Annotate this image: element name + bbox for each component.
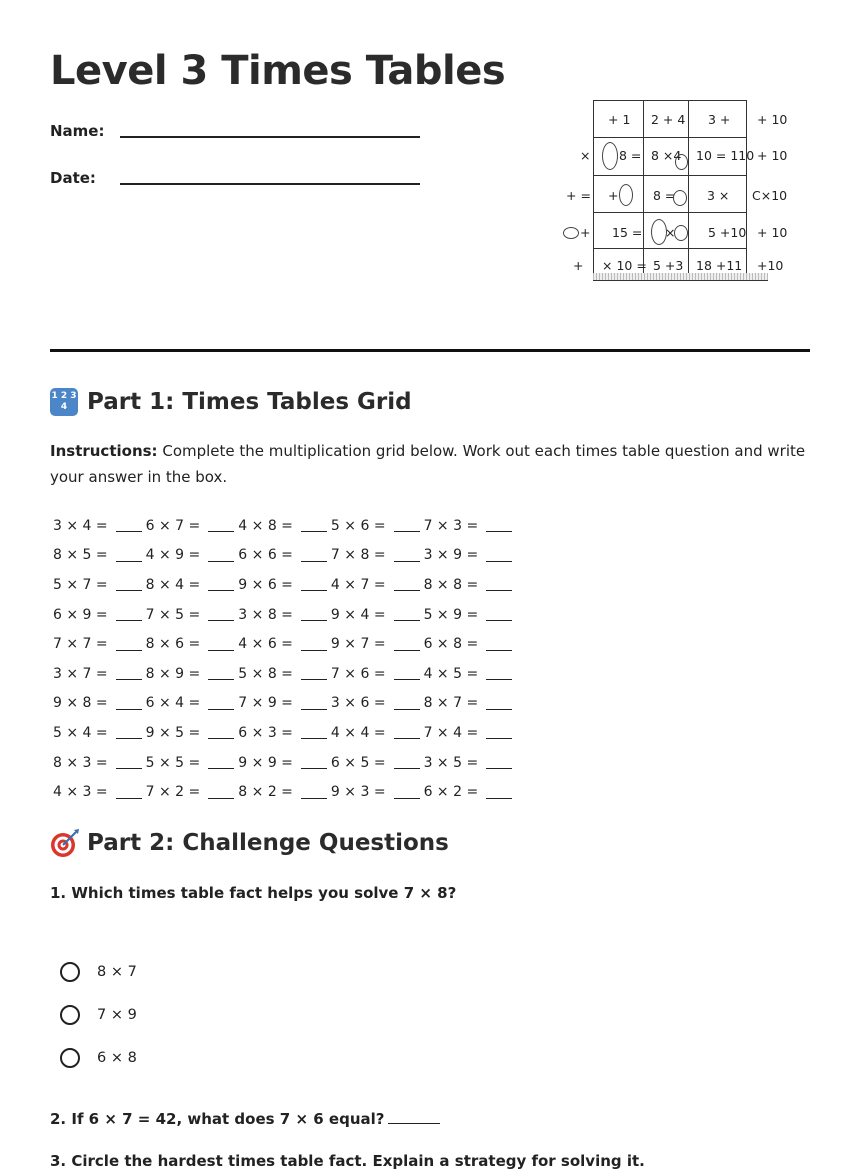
squiggle-icon <box>619 184 633 206</box>
answer-blank[interactable] <box>486 697 512 710</box>
fact-row <box>53 541 516 571</box>
question-2-text: 2. If 6 × 7 = 42, what does 7 × 6 equal? <box>50 1110 385 1128</box>
answer-blank[interactable] <box>486 549 512 562</box>
fact-question: 5 × 7 = <box>53 576 108 593</box>
fact-question: 3 × 9 = <box>423 547 479 564</box>
option-label: 8 × 7 <box>97 963 137 980</box>
deco-cell: + <box>580 225 591 240</box>
answer-blank[interactable] <box>208 519 234 532</box>
fact-question: 8 × 3 = <box>53 754 108 771</box>
answer-blank[interactable] <box>394 638 420 651</box>
fact-question: 6 × 5 = <box>330 754 386 771</box>
fact-row <box>53 659 516 689</box>
squiggle-icon <box>602 142 618 170</box>
deco-cell: 2 + 4 <box>651 112 686 127</box>
answer-blank[interactable] <box>116 608 142 621</box>
name-field <box>50 122 104 140</box>
answer-blank[interactable] <box>116 786 142 799</box>
answer-blank[interactable] <box>208 578 234 591</box>
answer-blank[interactable] <box>208 608 234 621</box>
fact-question: 7 × 3 = <box>423 517 479 534</box>
question-1-options <box>60 950 137 1079</box>
instructions-text: Complete the multiplication grid below. Work out each times table question and write your answer in the box. <box>50 442 806 486</box>
fact-row <box>53 777 516 807</box>
answer-blank[interactable] <box>394 726 420 739</box>
answer-blank[interactable] <box>394 667 420 680</box>
instructions <box>50 438 810 490</box>
fact-question: 6 × 7 = <box>145 517 201 534</box>
fact-question: 3 × 7 = <box>53 665 108 682</box>
fact-question: 4 × 3 = <box>53 784 108 801</box>
answer-blank[interactable] <box>208 786 234 799</box>
fact-question: 7 × 9 = <box>238 695 293 712</box>
fact-question: 7 × 4 = <box>423 724 479 741</box>
name-label: Name: <box>50 122 105 140</box>
answer-blank[interactable] <box>394 697 420 710</box>
deco-cell: + 10 <box>757 112 788 127</box>
fact-question: 6 × 9 = <box>53 606 108 623</box>
deco-cell: × <box>580 148 591 163</box>
fact-question: 6 × 3 = <box>238 724 293 741</box>
fact-question: 7 × 6 = <box>330 665 386 682</box>
question-1: 1. Which times table fact helps you solve 7 × 8? <box>50 884 457 902</box>
fact-question: 9 × 5 = <box>145 724 201 741</box>
answer-blank[interactable] <box>486 726 512 739</box>
deco-cell: 18 +11 <box>696 258 743 273</box>
fact-question: 7 × 5 = <box>145 606 201 623</box>
fact-question: 8 × 7 = <box>423 695 479 712</box>
option-a[interactable] <box>60 950 137 993</box>
fact-row <box>53 748 516 778</box>
answer-blank[interactable] <box>116 549 142 562</box>
fact-question: 5 × 9 = <box>423 606 479 623</box>
answer-blank[interactable] <box>301 667 327 680</box>
fact-question: 8 × 6 = <box>145 636 201 653</box>
fact-question: 9 × 8 = <box>53 695 108 712</box>
leaf-icon <box>675 154 688 170</box>
leaf-icon <box>673 190 687 206</box>
answer-blank[interactable] <box>388 1110 440 1124</box>
answer-blank[interactable] <box>301 786 327 799</box>
deco-cell: +10 <box>757 258 784 273</box>
deco-cell: 3 × <box>707 188 730 203</box>
fact-question: 3 × 5 = <box>423 754 479 771</box>
squiggle-icon <box>563 227 579 239</box>
date-label: Date: <box>50 169 96 187</box>
fact-row <box>53 600 516 630</box>
answer-blank[interactable] <box>116 578 142 591</box>
fact-question: 6 × 8 = <box>423 636 479 653</box>
section-divider <box>50 349 810 352</box>
fact-question: 7 × 8 = <box>330 547 386 564</box>
option-label: 7 × 9 <box>97 1006 137 1023</box>
part1-title-text: Part 1: Times Tables Grid <box>87 389 412 415</box>
instructions-label: Instructions: <box>50 442 158 460</box>
fact-row <box>53 689 516 719</box>
answer-blank[interactable] <box>486 667 512 680</box>
fact-question: 6 × 4 = <box>145 695 201 712</box>
fact-question: 9 × 4 = <box>330 606 386 623</box>
radio-button[interactable] <box>60 1005 80 1025</box>
fact-question: 8 × 5 = <box>53 547 108 564</box>
deco-cell: × <box>665 225 676 240</box>
answer-blank[interactable] <box>208 697 234 710</box>
answer-blank[interactable] <box>116 697 142 710</box>
times-tables-grid <box>53 511 516 807</box>
question-2 <box>50 1110 440 1128</box>
answer-blank[interactable] <box>116 667 142 680</box>
deco-cell: 8 ×4 <box>651 148 682 163</box>
fact-question: 6 × 6 = <box>238 547 293 564</box>
date-input-line[interactable] <box>120 183 420 185</box>
answer-blank[interactable] <box>208 756 234 769</box>
fact-question: 4 × 5 = <box>423 665 479 682</box>
fact-row <box>53 511 516 541</box>
leaf-icon <box>674 225 688 241</box>
fact-question: 3 × 4 = <box>53 517 108 534</box>
fact-question: 9 × 3 = <box>330 784 386 801</box>
answer-blank[interactable] <box>486 786 512 799</box>
part2-title <box>50 828 449 858</box>
fact-row <box>53 570 516 600</box>
fact-question: 8 × 8 = <box>423 576 479 593</box>
deco-cell: 8 = <box>619 148 642 163</box>
answer-blank[interactable] <box>301 756 327 769</box>
deco-cell: 5 +3 <box>653 258 684 273</box>
answer-blank[interactable] <box>394 549 420 562</box>
answer-blank[interactable] <box>208 549 234 562</box>
deco-cell: + 1 <box>608 112 631 127</box>
answer-blank[interactable] <box>116 519 142 532</box>
answer-blank[interactable] <box>301 578 327 591</box>
page-title: Level 3 Times Tables <box>50 48 506 94</box>
date-field <box>50 169 96 187</box>
answer-blank[interactable] <box>116 638 142 651</box>
target-icon <box>50 828 80 858</box>
deco-cell: + 10 <box>757 148 788 163</box>
deco-cell: + 10 <box>757 225 788 240</box>
answer-blank[interactable] <box>301 608 327 621</box>
name-input-line[interactable] <box>120 136 420 138</box>
answer-blank[interactable] <box>394 786 420 799</box>
fact-question: 7 × 2 = <box>145 784 201 801</box>
fact-question: 9 × 6 = <box>238 576 293 593</box>
fact-question: 5 × 8 = <box>238 665 293 682</box>
option-b[interactable] <box>60 993 137 1036</box>
fact-question: 6 × 2 = <box>423 784 479 801</box>
fact-question: 5 × 5 = <box>145 754 201 771</box>
answer-blank[interactable] <box>208 667 234 680</box>
answer-blank[interactable] <box>394 519 420 532</box>
answer-blank[interactable] <box>116 756 142 769</box>
answer-blank[interactable] <box>301 638 327 651</box>
fact-question: 8 × 2 = <box>238 784 293 801</box>
fact-question: 8 × 9 = <box>145 665 201 682</box>
option-c[interactable] <box>60 1036 137 1079</box>
deco-cell: + <box>608 188 619 203</box>
fact-question: 5 × 6 = <box>330 517 386 534</box>
answer-blank[interactable] <box>208 726 234 739</box>
fact-question: 3 × 6 = <box>330 695 386 712</box>
deco-cell: 5 +10 <box>708 225 747 240</box>
deco-cell: C×10 <box>752 188 788 203</box>
answer-blank[interactable] <box>301 549 327 562</box>
deco-cell: 10 = 110 <box>696 148 755 163</box>
fact-question: 7 × 7 = <box>53 636 108 653</box>
answer-blank[interactable] <box>486 608 512 621</box>
fact-question: 3 × 8 = <box>238 606 293 623</box>
answer-blank[interactable] <box>116 726 142 739</box>
answer-blank[interactable] <box>301 726 327 739</box>
answer-blank[interactable] <box>394 608 420 621</box>
fact-question: 5 × 4 = <box>53 724 108 741</box>
question-3: 3. Circle the hardest times table fact. Explain a strategy for solving it. <box>50 1152 645 1170</box>
answer-blank[interactable] <box>208 638 234 651</box>
part1-title <box>50 388 412 416</box>
fact-question: 8 × 4 = <box>145 576 201 593</box>
fact-row <box>53 718 516 748</box>
answer-blank[interactable] <box>486 638 512 651</box>
input-numbers-icon: 1 2 3 4 <box>50 388 78 416</box>
fact-question: 9 × 7 = <box>330 636 386 653</box>
fact-question: 4 × 7 = <box>330 576 386 593</box>
deco-cell: + = <box>566 188 591 203</box>
radio-button[interactable] <box>60 962 80 982</box>
deco-cell: × 10 = <box>602 258 647 273</box>
deco-cell: + <box>573 258 584 273</box>
fact-question: 4 × 4 = <box>330 724 386 741</box>
radio-button[interactable] <box>60 1048 80 1068</box>
answer-blank[interactable] <box>301 519 327 532</box>
fact-question: 4 × 9 = <box>145 547 201 564</box>
answer-blank[interactable] <box>486 756 512 769</box>
deco-cell: 8 = <box>653 188 676 203</box>
answer-blank[interactable] <box>394 756 420 769</box>
answer-blank[interactable] <box>394 578 420 591</box>
deco-cell: 15 = <box>612 225 643 240</box>
answer-blank[interactable] <box>301 697 327 710</box>
answer-blank[interactable] <box>486 578 512 591</box>
fact-row <box>53 629 516 659</box>
fact-question: 4 × 6 = <box>238 636 293 653</box>
option-label: 6 × 8 <box>97 1049 137 1066</box>
part2-title-text: Part 2: Challenge Questions <box>87 830 449 856</box>
deco-cell: 3 + <box>708 112 731 127</box>
fact-question: 9 × 9 = <box>238 754 293 771</box>
decorative-grid-image <box>555 98 787 282</box>
fact-question: 4 × 8 = <box>238 517 293 534</box>
answer-blank[interactable] <box>486 519 512 532</box>
